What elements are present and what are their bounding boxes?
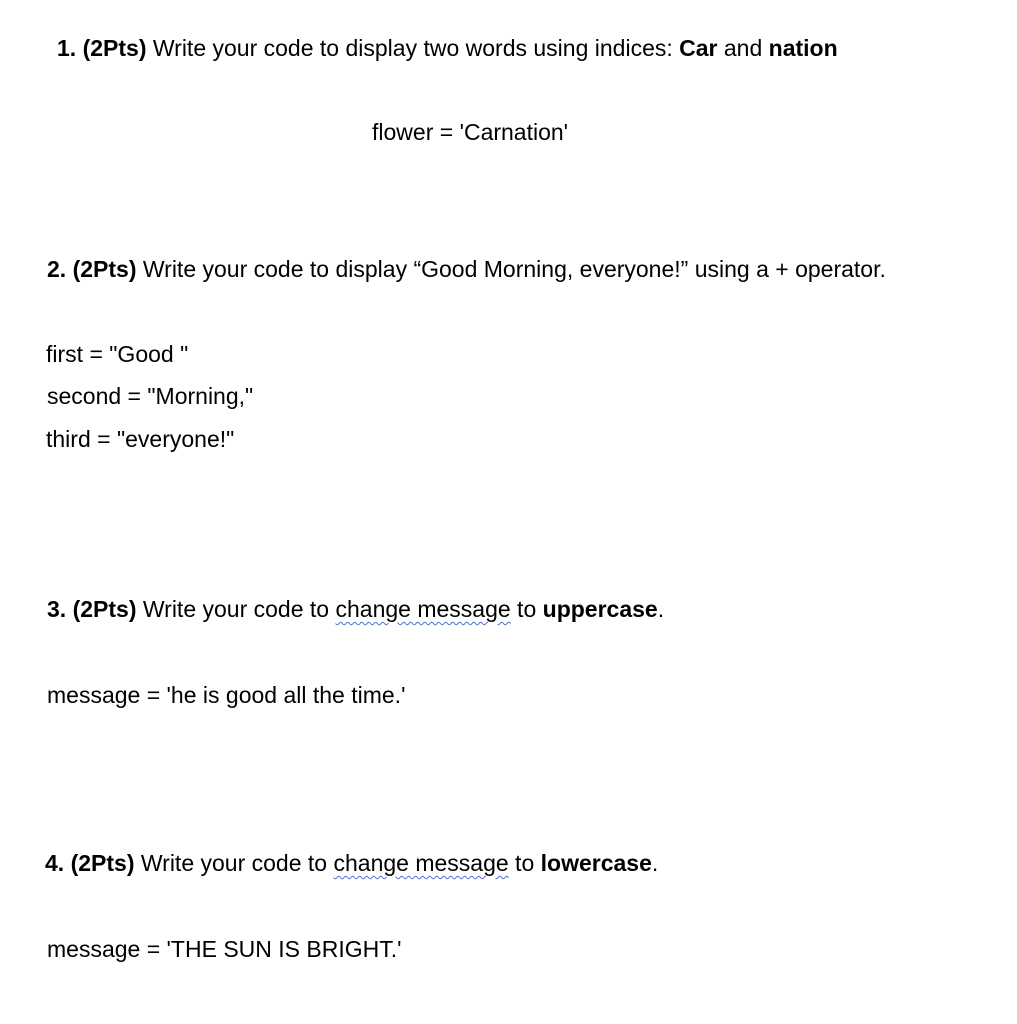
question-4-number: 4.: [45, 850, 65, 876]
question-2-prompt: [47, 255, 886, 283]
question-2-points: (2Pts): [72, 256, 137, 282]
question-1-text: Write your code to display two words using indices:: [146, 35, 680, 61]
question-4-code-line-1: message = 'THE SUN IS BRIGHT.': [47, 936, 402, 962]
question-4-bold-lowercase: lowercase: [540, 850, 652, 876]
question-4-points: (2Pts): [70, 850, 135, 876]
question-4-spellcheck-phrase: change message: [333, 850, 509, 876]
question-3-to: to: [510, 596, 543, 622]
question-1-bold-nation: nation: [768, 35, 838, 61]
question-3-text: Write your code to: [136, 596, 336, 622]
question-2-code-line-3: third = "everyone!": [46, 426, 235, 452]
question-2-code-line-1: first = "Good ": [46, 341, 189, 367]
question-3-bold-uppercase: uppercase: [542, 596, 658, 622]
question-4-to: to: [508, 850, 541, 876]
question-3-period: .: [657, 596, 665, 622]
question-2-number: 2.: [47, 256, 67, 282]
question-1-and: and: [717, 35, 769, 61]
question-1-number: 1.: [57, 35, 77, 61]
question-3-points: (2Pts): [72, 596, 137, 622]
question-4-text: Write your code to: [134, 850, 334, 876]
question-3-prompt: [47, 595, 664, 623]
question-1-bold-car: Car: [679, 35, 718, 61]
question-1-code-line-1: flower = 'Carnation': [372, 119, 569, 145]
question-2-code-line-2: second = "Morning,": [47, 383, 254, 409]
question-3-code-line-1: message = 'he is good all the time.': [47, 682, 406, 708]
question-3-spellcheck-phrase: change message: [335, 596, 511, 622]
question-1-points: (2Pts): [82, 35, 147, 61]
question-4-period: .: [651, 850, 659, 876]
question-1-prompt: [57, 34, 838, 62]
question-3-number: 3.: [47, 596, 67, 622]
question-4-prompt: [45, 849, 658, 877]
question-2-text: Write your code to display “Good Morning, everyone!” using a + operator.: [136, 256, 886, 282]
